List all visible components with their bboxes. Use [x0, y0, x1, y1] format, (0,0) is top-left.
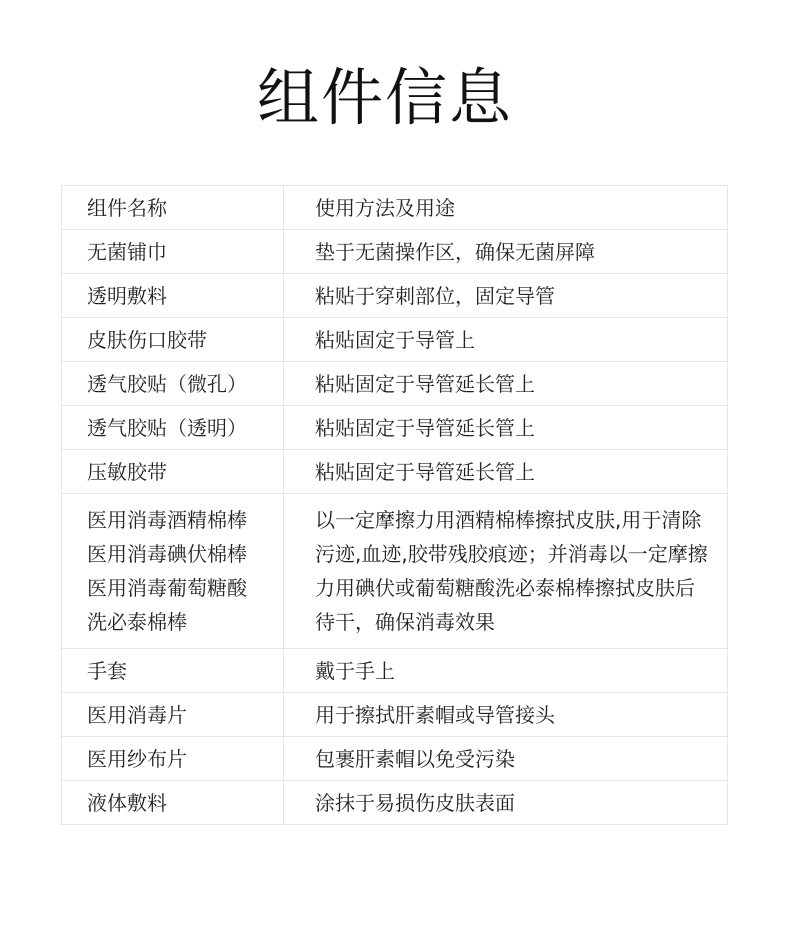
- component-name: 无菌铺巾: [62, 230, 284, 273]
- component-name: 透气胶贴（微孔）: [62, 362, 284, 405]
- component-name: 液体敷料: [62, 781, 284, 824]
- table-header-row: [62, 186, 728, 230]
- component-name-line: 洗必泰棉棒: [87, 610, 187, 634]
- component-name-line: 医用消毒葡萄糖酸: [87, 576, 247, 600]
- component-name-lines: [87, 503, 247, 639]
- header-component-name: 组件名称: [62, 186, 284, 229]
- component-name: 手套: [62, 649, 284, 692]
- component-usage: 粘贴固定于导管延长管上: [284, 362, 728, 405]
- component-usage: 包裹肝素帽以免受污染: [284, 737, 728, 780]
- table-row: [62, 274, 728, 318]
- table-row: [62, 406, 728, 450]
- page-title: 组件信息: [256, 61, 513, 134]
- component-usage: 粘贴于穿刺部位，固定导管: [284, 274, 728, 317]
- component-table: [61, 185, 728, 825]
- table-row: [62, 230, 728, 274]
- component-name: 皮肤伤口胶带: [62, 318, 284, 361]
- component-usage: 用于擦拭肝素帽或导管接头: [284, 693, 728, 736]
- component-name: 医用纱布片: [62, 737, 284, 780]
- component-usage: 戴于手上: [284, 649, 728, 692]
- component-name-line: 医用消毒碘伏棉棒: [87, 542, 247, 566]
- table-row: [62, 318, 728, 362]
- component-name: 压敏胶带: [62, 450, 284, 493]
- table-row: [62, 494, 728, 649]
- component-name-line: 医用消毒酒精棉棒: [87, 508, 247, 532]
- table-row: [62, 737, 728, 781]
- table-row: [62, 781, 728, 825]
- component-name: [62, 494, 284, 648]
- component-name: 透明敷料: [62, 274, 284, 317]
- table-row: [62, 362, 728, 406]
- component-name: 医用消毒片: [62, 693, 284, 736]
- component-usage: 粘贴固定于导管延长管上: [284, 406, 728, 449]
- component-usage: 以一定摩擦力用酒精棉棒擦拭皮肤,用于清除污迹,血迹,胶带残胶痕迹；并消毒以一定摩擦力用碘伏或葡萄糖酸洗必泰棉棒擦拭皮肤后待干，确保消毒效果: [284, 494, 728, 648]
- component-usage: 粘贴固定于导管上: [284, 318, 728, 361]
- header-usage: 使用方法及用途: [284, 186, 728, 229]
- component-usage: 涂抹于易损伤皮肤表面: [284, 781, 728, 824]
- table-row: [62, 450, 728, 494]
- table-row: [62, 649, 728, 693]
- table-row: [62, 693, 728, 737]
- component-usage: 垫于无菌操作区，确保无菌屏障: [284, 230, 728, 273]
- component-name: 透气胶贴（透明）: [62, 406, 284, 449]
- component-usage: 粘贴固定于导管延长管上: [284, 450, 728, 493]
